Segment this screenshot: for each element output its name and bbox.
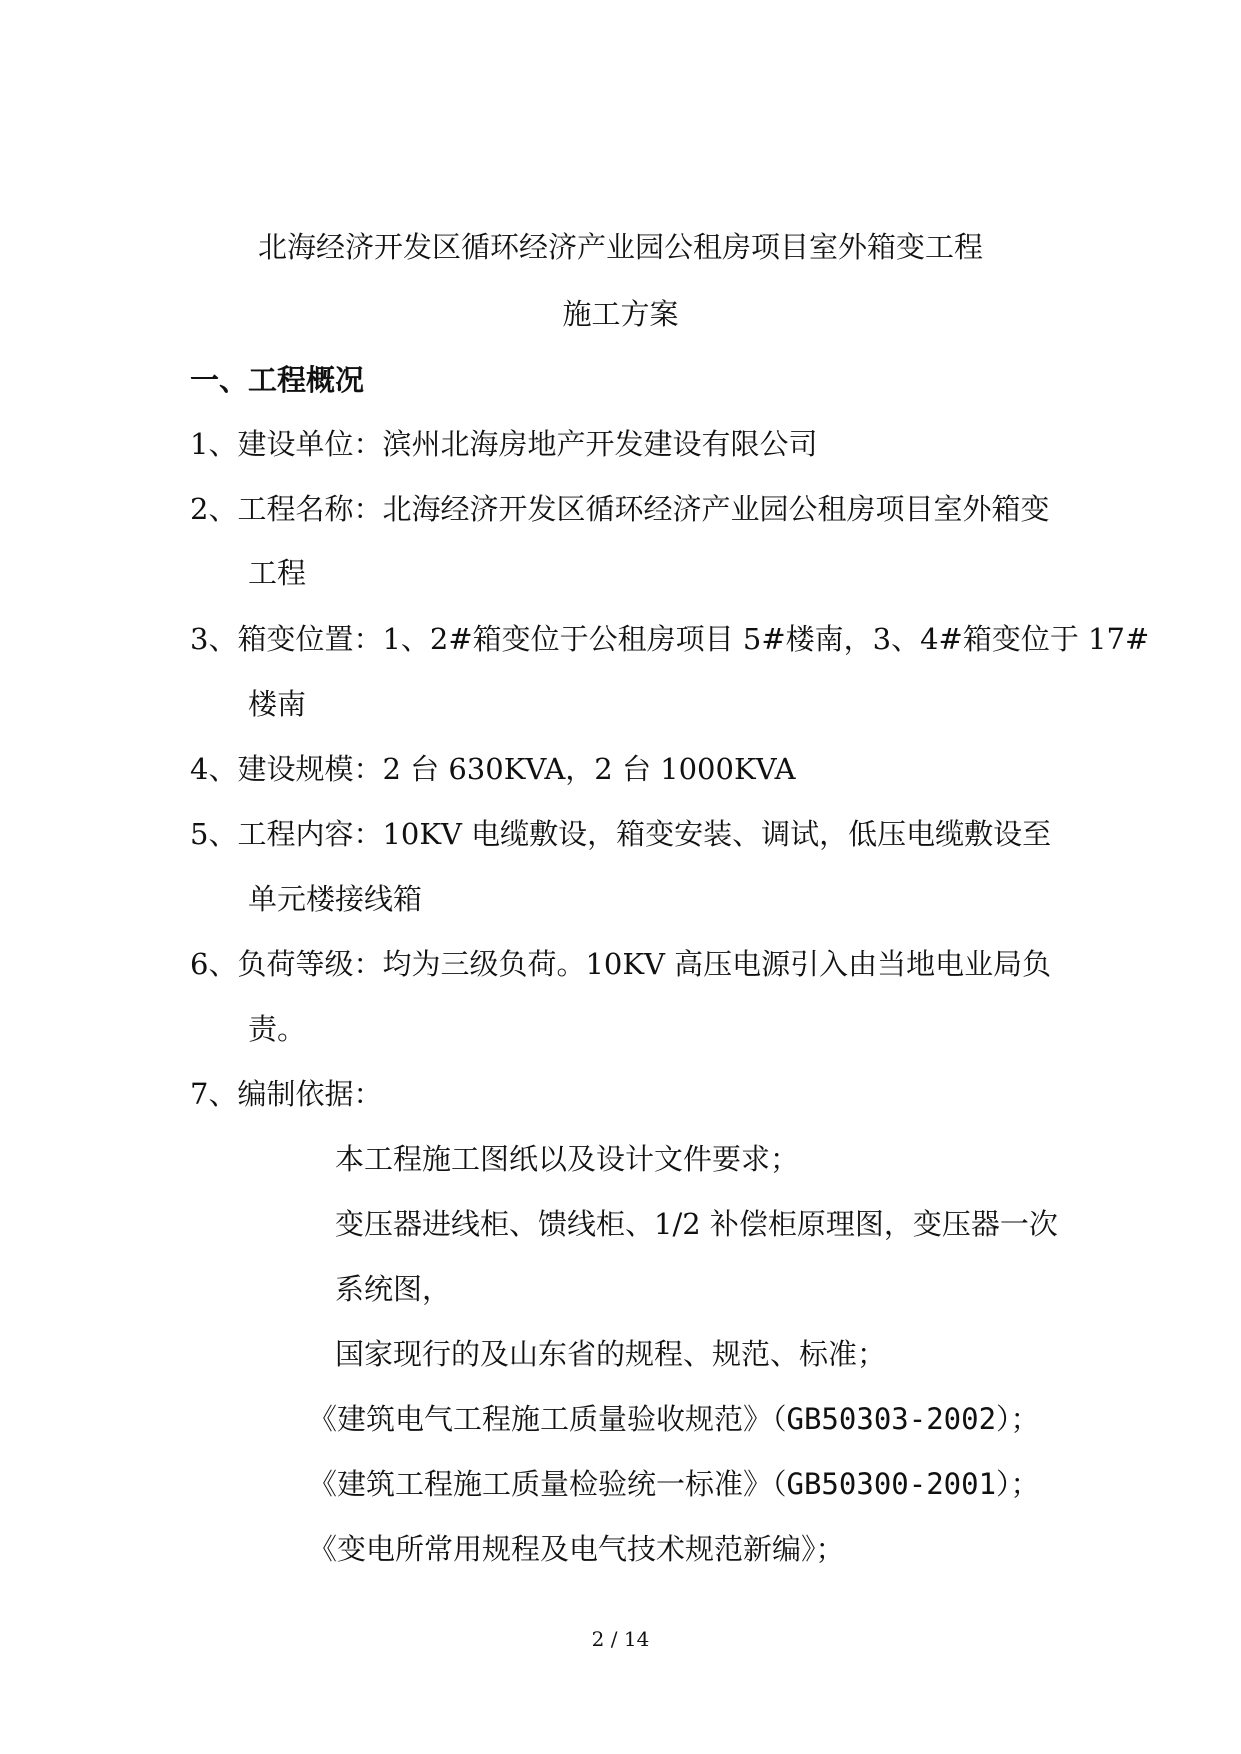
item-load-class-cont: 责。 [248, 1012, 307, 1046]
standard-name: 《建筑电气工程施工质量验收规范》 [308, 1402, 773, 1436]
item-basis: 7、编制依据： [190, 1077, 383, 1111]
basis-drawings: 本工程施工图纸以及设计文件要求； [335, 1142, 800, 1176]
document-title: 北海经济开发区循环经济产业园公租房项目室外箱变工程 [257, 230, 983, 264]
item-box-location-cont: 楼南 [248, 687, 307, 721]
item-project-name: 2、工程名称：北海经济开发区循环经济产业园公租房项目室外箱变 [190, 492, 1050, 526]
item-project-name-cont: 工程 [248, 556, 307, 590]
item-box-location: 3、箱变位置：1、2#箱变位于公租房项目 5#楼南，3、4#箱变位于 17# [190, 622, 1150, 656]
item-work-content-cont: 单元楼接线箱 [248, 882, 423, 916]
document-subtitle: 施工方案 [562, 297, 679, 331]
item-scale: 4、建设规模：2 台 630KVA，2 台 1000KVA [190, 752, 796, 786]
standard-code: （GB50303-2002）； [772, 1402, 1040, 1436]
item-load-class: 6、负荷等级：均为三级负荷。10KV 高压电源引入由当地电业局负 [190, 947, 1052, 981]
standard-code: （GB50300-2001）； [772, 1467, 1040, 1501]
item-work-content: 5、工程内容：10KV 电缆敷设，箱变安装、调试，低压电缆敷设至 [190, 817, 1052, 851]
standard-gb50303 [308, 1399, 1040, 1439]
basis-standards: 国家现行的及山东省的规程、规范、标准； [335, 1337, 887, 1371]
standard-name: 《建筑工程施工质量检验统一标准》 [308, 1467, 773, 1501]
standard-gb50300 [308, 1464, 1040, 1504]
section-heading: 一、工程概况 [190, 363, 365, 397]
basis-diagrams: 变压器进线柜、馈线柜、1/2 补偿柜原理图，变压器一次 [335, 1207, 1058, 1241]
item-construction-unit: 1、建设单位：滨州北海房地产开发建设有限公司 [190, 427, 818, 461]
page-number: 2 / 14 [591, 1627, 650, 1651]
standard-substation: 《变电所常用规程及电气技术规范新编》； [308, 1532, 845, 1566]
basis-diagrams-cont: 系统图， [335, 1272, 452, 1306]
